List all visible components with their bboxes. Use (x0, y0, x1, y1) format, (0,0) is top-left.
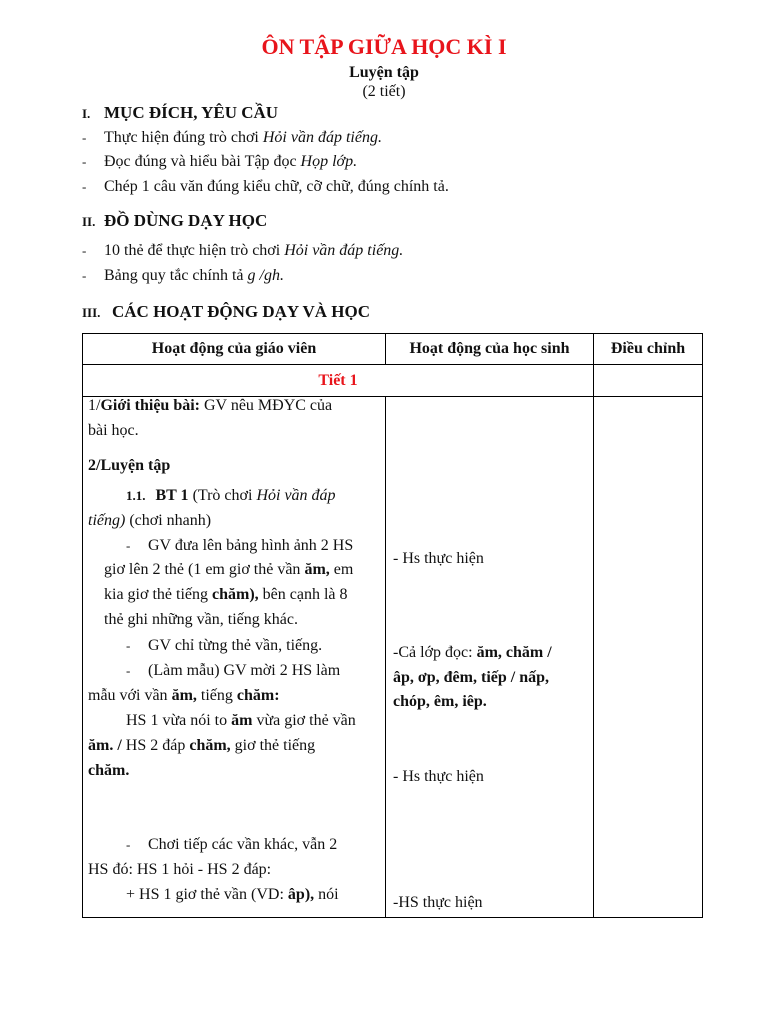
bullet-dash: - (82, 268, 87, 283)
teacher-line: - GV đưa lên bảng hình ảnh 2 HS (126, 537, 354, 554)
student-line: chóp, êm, iêp. (393, 693, 487, 710)
teacher-line: kia giơ thẻ tiếng chăm), bên cạnh là 8 (104, 586, 348, 603)
adjustment-cell (594, 397, 703, 918)
teacher-line: tiếng) (chơi nhanh) (88, 512, 212, 529)
goal-item (82, 178, 449, 196)
lesson-session: (2 tiết) (362, 83, 406, 100)
bullet-dash: - (82, 154, 87, 169)
teacher-line: 1/Giới thiệu bài: GV nêu MĐYC của (88, 397, 333, 414)
activity-table (82, 333, 703, 918)
adjustment-column-header: Điều chỉnh (594, 334, 703, 365)
student-line: -Cả lớp đọc: ăm, chăm / (393, 644, 552, 661)
teacher-line: HS 1 vừa nói to ăm vừa giơ thẻ vần (126, 712, 356, 729)
teacher-line: HS đó: HS 1 hỏi - HS 2 đáp: (88, 861, 272, 878)
teacher-line: giơ lên 2 thẻ (1 em giơ thẻ vần ăm, em (104, 561, 354, 578)
material-emphasis: Hỏi vần đáp tiếng. (284, 242, 404, 259)
section-3-title: CÁC HOẠT ĐỘNG DẠY VÀ HỌC (112, 302, 371, 321)
lesson-subtitle: Luyện tập (349, 64, 419, 81)
material-emphasis: g /gh. (247, 267, 284, 284)
teacher-line: mẫu với vần ăm, tiếng chăm: (88, 687, 280, 704)
teacher-line: 2/Luyện tập (88, 457, 171, 474)
bullet-dash: - (82, 243, 87, 258)
teacher-line: chăm. (88, 762, 130, 779)
student-column-header: Hoạt động của học sinh (386, 334, 594, 365)
teacher-line: bài học. (88, 422, 139, 439)
student-line: - Hs thực hiện (393, 768, 484, 785)
teacher-line: - GV chỉ từng thẻ vần, tiếng. (126, 637, 323, 654)
teacher-line: ăm. / HS 2 đáp chăm, giơ thẻ tiếng (88, 737, 316, 754)
section-3-number: III. (82, 305, 101, 320)
section-1-number: I. (82, 106, 91, 121)
goal-emphasis: Hỏi vần đáp tiếng. (262, 129, 382, 146)
period-row (83, 365, 703, 397)
section-3-heading (82, 302, 370, 322)
material-item (82, 242, 403, 260)
student-line: -HS thực hiện (393, 894, 483, 911)
bullet-dash: - (82, 179, 87, 194)
section-2-title: ĐỒ DÙNG DẠY HỌC (104, 211, 268, 230)
goal-emphasis: Họp lớp. (300, 153, 358, 170)
teacher-line: thẻ ghi những vần, tiếng khác. (104, 611, 298, 628)
period-label: Tiết 1 (83, 365, 594, 397)
section-1-title: MỤC ĐÍCH, YÊU CẦU (104, 103, 279, 122)
goal-item (82, 153, 357, 171)
section-2-number: II. (82, 214, 96, 229)
table-row (83, 397, 703, 918)
goal-text: Thực hiện đúng trò chơi (104, 129, 263, 146)
table-header-row (83, 334, 703, 365)
page-title: ÔN TẬP GIỮA HỌC KÌ I (261, 34, 507, 59)
material-text: Bảng quy tắc chính tả (104, 267, 248, 284)
student-line: âp, ơp, đêm, tiếp / nấp, (393, 669, 549, 686)
section-2-heading (82, 211, 267, 231)
teacher-column-header: Hoạt động của giáo viên (83, 334, 386, 365)
period-adjustment-cell (594, 365, 703, 397)
teacher-line: 1.1. BT 1 (Trò chơi Hỏi vần đáp (126, 487, 336, 504)
bullet-dash: - (82, 130, 87, 145)
teacher-activity-cell (83, 397, 386, 918)
student-line: - Hs thực hiện (393, 550, 484, 567)
goal-text: Đọc đúng và hiểu bài Tập đọc (104, 153, 301, 170)
teacher-line: - (Làm mẫu) GV mời 2 HS làm (126, 662, 341, 679)
section-1-heading (82, 103, 278, 123)
teacher-line: + HS 1 giơ thẻ vần (VD: âp), nói (126, 886, 339, 903)
student-activity-cell (386, 397, 594, 918)
material-item (82, 267, 284, 285)
teacher-line: - Chơi tiếp các vần khác, vẫn 2 (126, 836, 338, 853)
goal-text: Chép 1 câu văn đúng kiểu chữ, cỡ chữ, đúng chính tả. (104, 178, 449, 195)
material-text: 10 thẻ để thực hiện trò chơi (104, 242, 285, 259)
goal-item (82, 129, 382, 147)
